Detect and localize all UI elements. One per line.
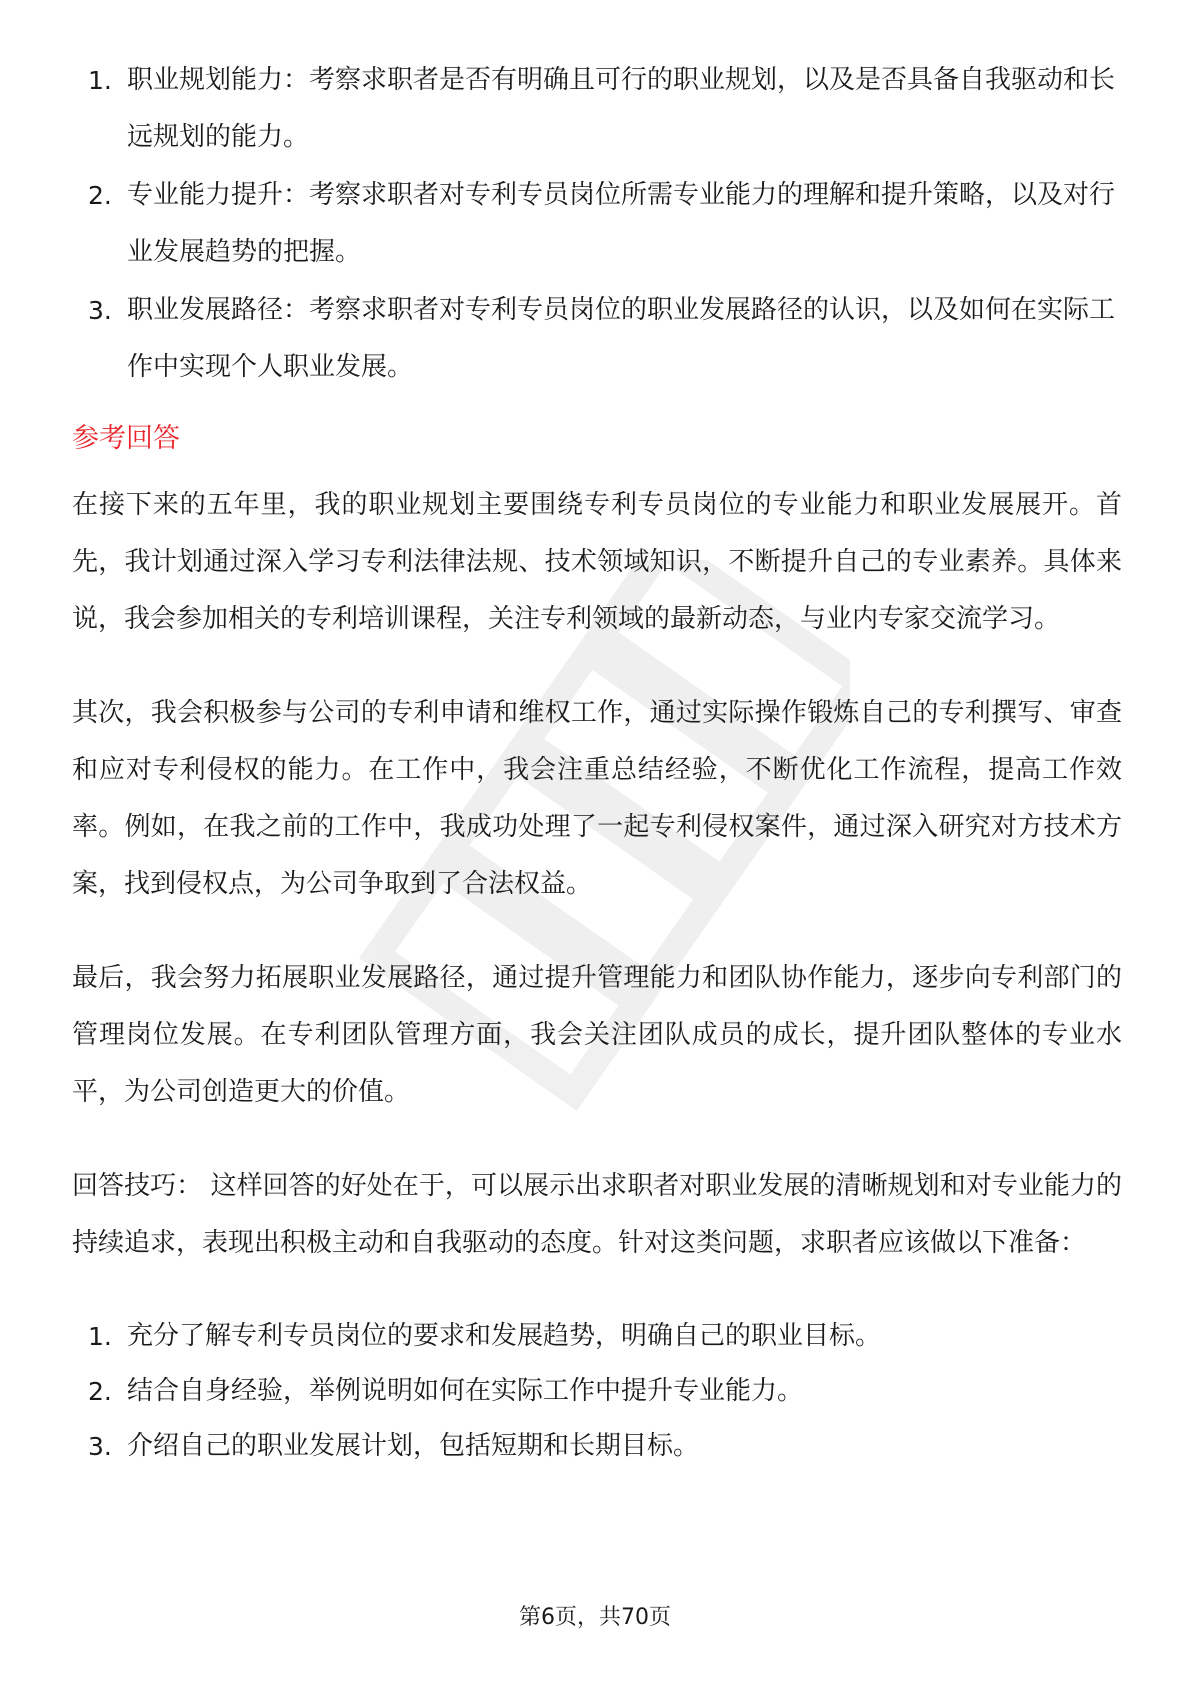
- section-title: 参考回答: [72, 423, 180, 454]
- list-number: 3.: [88, 296, 112, 325]
- list-text: 充分了解专利专员岗位的要求和发展趋势，明确自己的职业目标。: [127, 1321, 882, 1351]
- answer-paragraph: 其次，我会积极参与公司的专利申请和维权工作，通过实际操作锻炼自己的专利撰写、审查和应对专利侵权的能力。在工作中，我会注重总结经验，不断优化工作流程，提高工作效率。例如，在我之前的工作中，我成功处理了一起专利侵权案件，通过深入研究对方技术方案，找到侵权点，为公司争取到了合法权益。: [72, 698, 1122, 899]
- list-number: 1.: [88, 1322, 112, 1351]
- list-item: [72, 52, 1122, 166]
- list-item: [72, 1419, 1122, 1474]
- list-text: 职业规划能力：考察求职者是否有明确且可行的职业规划，以及是否具备自我驱动和长远规划的能力。: [127, 65, 1116, 152]
- list-text: 职业发展路径：考察求职者对专利专员岗位的职业发展路径的认识，以及如何在实际工作中实现个人职业发展。: [127, 295, 1116, 382]
- list-number: 1.: [88, 66, 112, 95]
- list-item: [72, 1364, 1122, 1419]
- main-content: [72, 52, 1122, 1474]
- list-text: 介绍自己的职业发展计划，包括短期和长期目标。: [127, 1431, 700, 1461]
- tips-paragraph: 回答技巧： 这样回答的好处在于，可以展示出求职者对职业发展的清晰规划和对专业能力的持续追求，表现出积极主动和自我驱动的态度。针对这类问题，求职者应该做以下准备：: [72, 1171, 1122, 1258]
- list-item: [72, 167, 1122, 281]
- list-number: 2.: [88, 181, 112, 210]
- answer-paragraph: 在接下来的五年里，我的职业规划主要围绕专利专员岗位的专业能力和职业发展展开。首先，我计划通过深入学习专利法律法规、技术领域知识，不断提升自己的专业素养。具体来说，我会参加相关的专利培训课程，关注专利领域的最新动态，与业内专家交流学习。: [72, 490, 1122, 634]
- list-text: 专业能力提升：考察求职者对专利专员岗位所需专业能力的理解和提升策略，以及对行业发展趋势的把握。: [127, 180, 1116, 267]
- answer-paragraph: 最后，我会努力拓展职业发展路径，通过提升管理能力和团队协作能力，逐步向专利部门的管理岗位发展。在专利团队管理方面，我会关注团队成员的成长，提升团队整体的专业水平，为公司创造更大的价值。: [72, 963, 1122, 1107]
- page-number-footer: 第6页，共70页: [519, 1605, 671, 1630]
- list-number: 2.: [88, 1377, 112, 1406]
- preparation-list: [72, 1309, 1122, 1474]
- evaluation-points-list: [72, 52, 1122, 396]
- list-item: [72, 1309, 1122, 1364]
- list-number: 3.: [88, 1432, 112, 1461]
- list-text: 结合自身经验，举例说明如何在实际工作中提升专业能力。: [127, 1376, 804, 1406]
- list-item: [72, 282, 1122, 396]
